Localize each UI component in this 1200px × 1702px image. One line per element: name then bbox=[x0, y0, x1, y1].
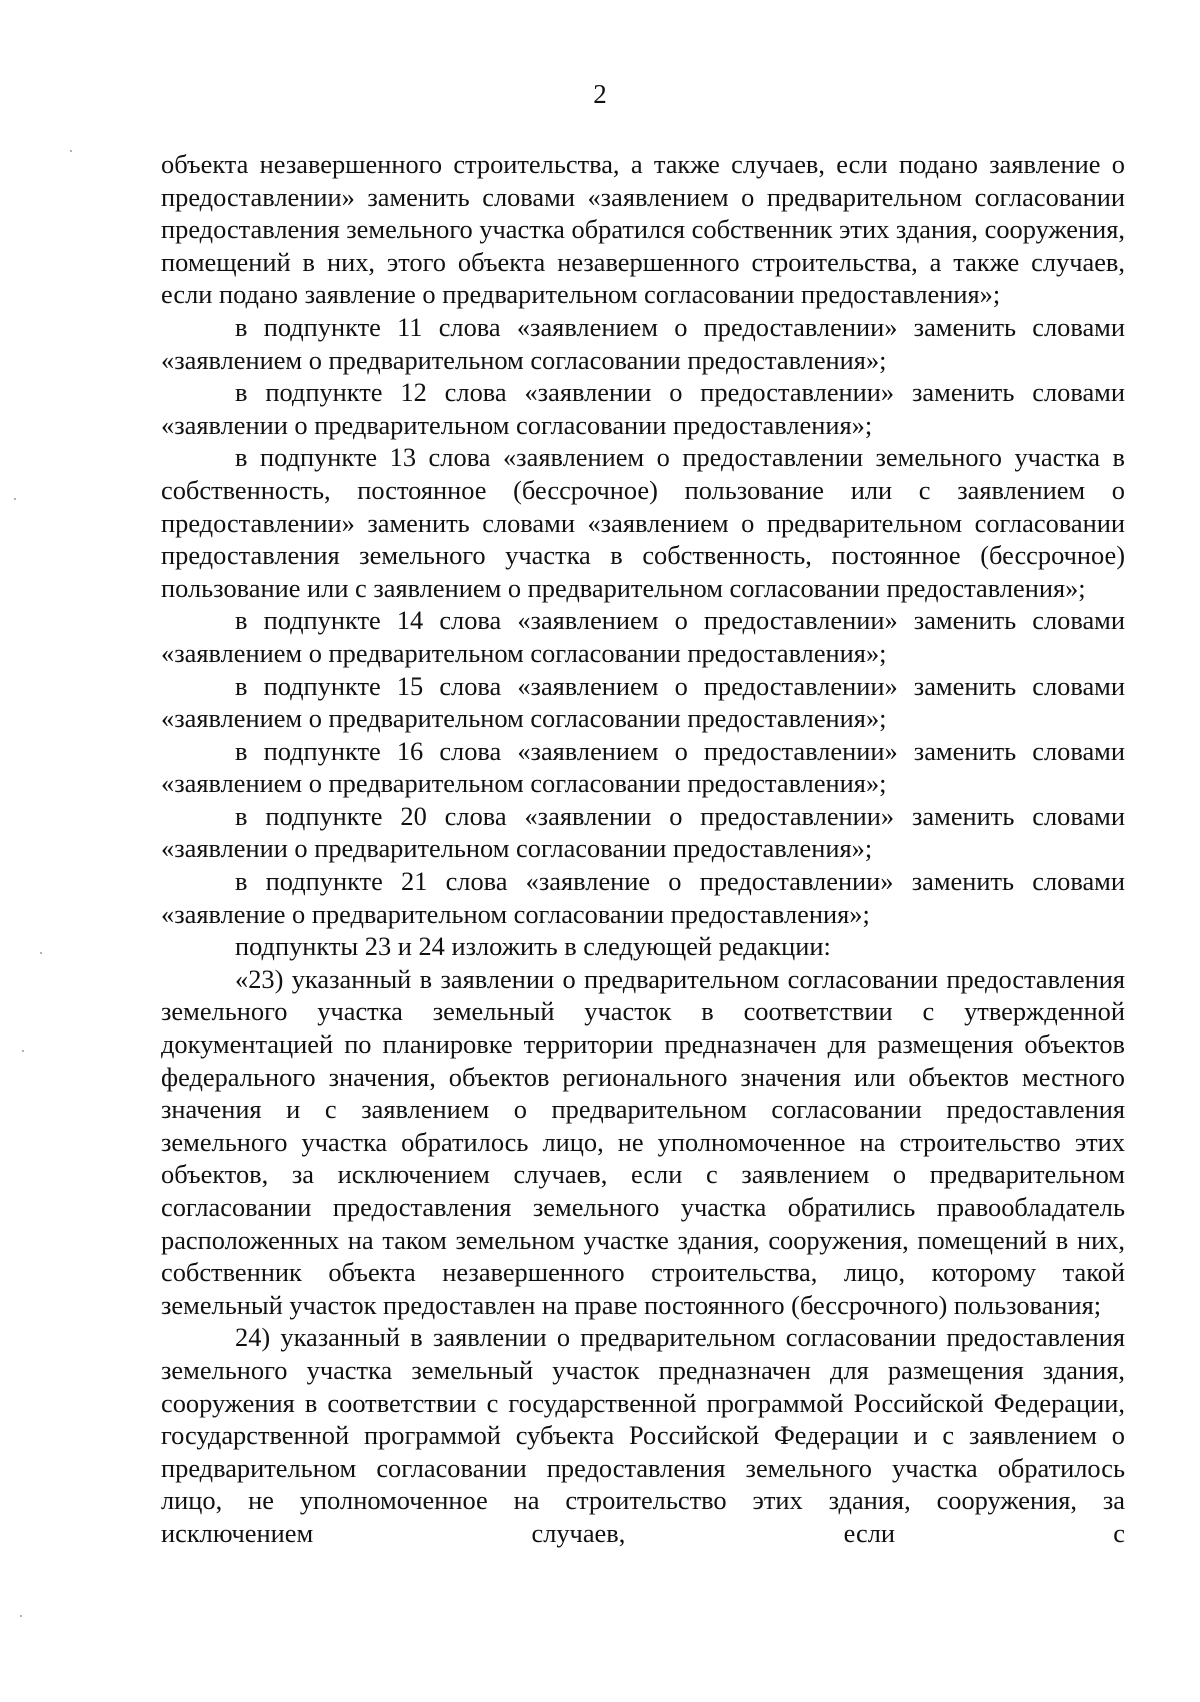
paragraph-subpoint-20: в подпункте 20 слова «заявлении о предоставлении» заменить словами «заявлении о предварительном согласовании предоставления»; bbox=[161, 800, 1125, 864]
paragraph-continuation: объекта незавершенного строительства, а также случаев, если подано заявление о предоставлении» заменить словами «заявлением о предварительном согласовании предоставления земельного участка обратился собственник этих здания, сооружения, помещений в них, этого объекта незавершенного строительства, а также случаев, если подано заявление о предварительном согласовании предоставления»; bbox=[161, 149, 1125, 310]
scan-speck bbox=[40, 952, 42, 954]
paragraph-subpoint-15: в подпункте 15 слова «заявлением о предоставлении» заменить словами «заявлением о предварительном согласовании предоставления»; bbox=[161, 670, 1125, 734]
paragraph-subpoint-16: в подпункте 16 слова «заявлением о предоставлении» заменить словами «заявлением о предварительном согласовании предоставления»; bbox=[161, 735, 1125, 799]
page-number: 2 bbox=[593, 79, 607, 109]
paragraph-subpoint-24-text: 24) указанный в заявлении о предварительном согласовании предоставления земельного участка земельный участок предназначен для размещения здания, сооружения в соответствии с государственной программой Российской Федерации, государственной программой субъекта Российской Федерации и с заявлением о предварительном согласовании предоставления земельного участка обратилось лицо, не уполномоченное на строительство этих здания, сооружения, за исключением случаев, если с bbox=[161, 1322, 1125, 1548]
scan-speck bbox=[22, 1050, 24, 1052]
document-body bbox=[161, 148, 1125, 1550]
paragraph-subpoint-21: в подпункте 21 слова «заявление о предоставлении» заменить словами «заявление о предварительном согласовании предоставления»; bbox=[161, 866, 1125, 929]
paragraph-subpoint-14: в подпункте 14 слова «заявлением о предоставлении» заменить словами «заявлением о предварительном согласовании предоставления»; bbox=[161, 605, 1125, 668]
paragraph-subpoint-23-text: «23) указанный в заявлении о предварительном согласовании предоставления земельного участка земельный участок в соответствии с утвержденной документацией по планировке территории предназначен для размещения объектов федерального значения, объектов регионального значения или объектов местного значения и с заявлением о предварительном согласовании предоставления земельного участка обратилось лицо, не уполномоченное на строительство этих объектов, за исключением случаев, если с заявлением о предварительном согласовании предоставления земельного участка обратились правообладатель расположенных на таком земельном участке здания, сооружения, помещений в них, собственник объекта незавершенного строительства, лицо, которому такой земельный участок предоставлен на праве постоянного (бессрочного) пользования; bbox=[161, 963, 1125, 1320]
scan-speck bbox=[70, 150, 72, 152]
scan-speck bbox=[14, 498, 16, 500]
paragraph-subpoint-11: в подпункте 11 слова «заявлением о предоставлении» заменить словами «заявлением о предварительном согласовании предоставления»; bbox=[161, 311, 1125, 375]
paragraph-subpoint-13: в подпункте 13 слова «заявлением о предоставлении земельного участка в собственность, постоянное (бессрочное) пользование или с заявлением о предоставлении» заменить словами «заявлением о предварительном согласовании предоставления земельного участка в собственность, постоянное (бессрочное) пользование или с заявлением о предварительном согласовании предоставления»; bbox=[161, 442, 1125, 603]
paragraph-subpoint-12: в подпункте 12 слова «заявлении о предоставлении» заменить словами «заявлении о предварительном согласовании предоставления»; bbox=[161, 377, 1125, 440]
scan-speck bbox=[20, 1615, 22, 1617]
paragraph-subpoints-23-24-intro: подпункты 23 и 24 изложить в следующей редакции: bbox=[235, 931, 831, 962]
